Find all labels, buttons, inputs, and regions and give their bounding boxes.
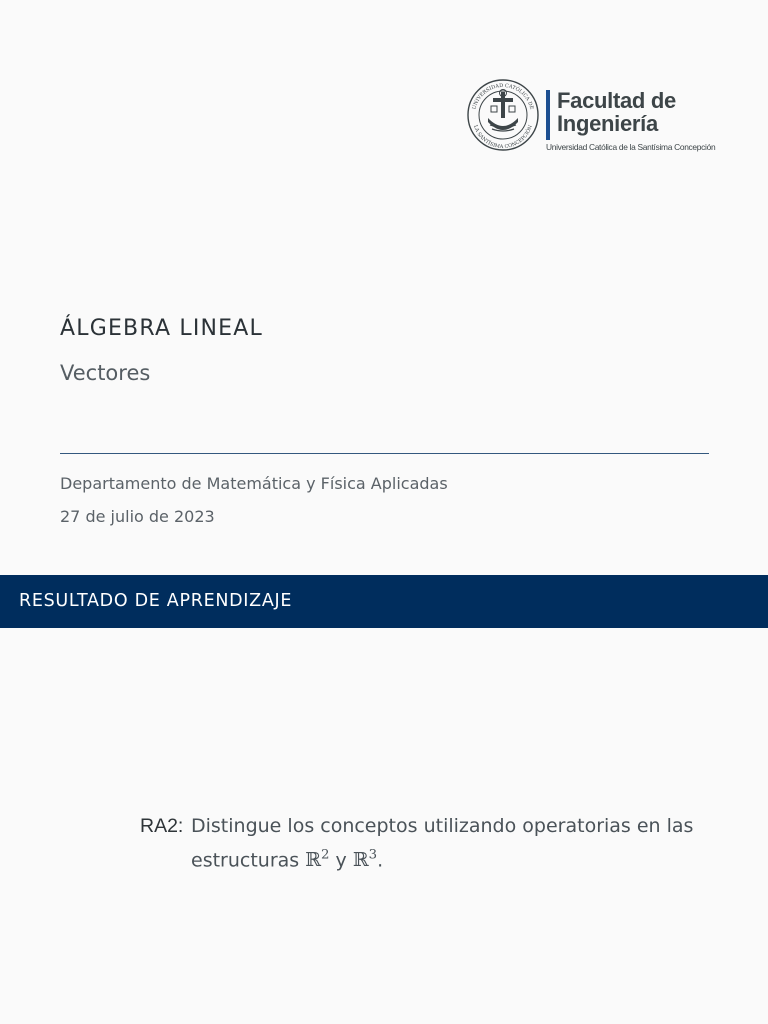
outcome-ending: . bbox=[377, 849, 384, 872]
real-space-r2 bbox=[305, 849, 329, 871]
faculty-name-line1: Facultad de bbox=[557, 88, 676, 113]
document-date: 27 de julio de 2023 bbox=[60, 507, 215, 526]
real-space-symbol: ℝ bbox=[352, 849, 369, 872]
faculty-logo bbox=[466, 78, 716, 158]
section-banner bbox=[0, 575, 768, 628]
svg-text:LA SANTÍSIMA CONCEPCIÓN: LA SANTÍSIMA CONCEPCIÓN bbox=[472, 124, 534, 151]
outcome-text-prefix: Distingue los conceptos utilizando operatorias en las estructuras bbox=[191, 815, 694, 872]
outcome-connector: y bbox=[335, 849, 347, 872]
faculty-name bbox=[557, 89, 676, 135]
faculty-name-line2: Ingeniería bbox=[557, 111, 658, 136]
outcome-label: RA2: bbox=[140, 815, 184, 837]
topic-title: Vectores bbox=[60, 361, 151, 385]
outcome-text bbox=[191, 812, 716, 875]
section-banner-label: RESULTADO DE APRENDIZAJE bbox=[19, 591, 293, 611]
svg-text:UNIVERSIDAD CATÓLICA DE: UNIVERSIDAD CATÓLICA DE bbox=[471, 82, 535, 111]
real-space-r3 bbox=[353, 849, 377, 871]
department-name: Departamento de Matemática y Física Aplicadas bbox=[60, 474, 448, 493]
course-title: ÁLGEBRA LINEAL bbox=[60, 316, 263, 341]
university-name: Universidad Católica de la Santísima Concepción bbox=[546, 142, 716, 152]
university-seal-icon bbox=[466, 78, 540, 152]
logo-accent-bar bbox=[546, 90, 550, 140]
real-space-exponent: 3 bbox=[368, 848, 378, 863]
real-space-symbol: ℝ bbox=[305, 849, 322, 872]
title-divider bbox=[60, 453, 709, 454]
real-space-exponent: 2 bbox=[321, 848, 330, 863]
